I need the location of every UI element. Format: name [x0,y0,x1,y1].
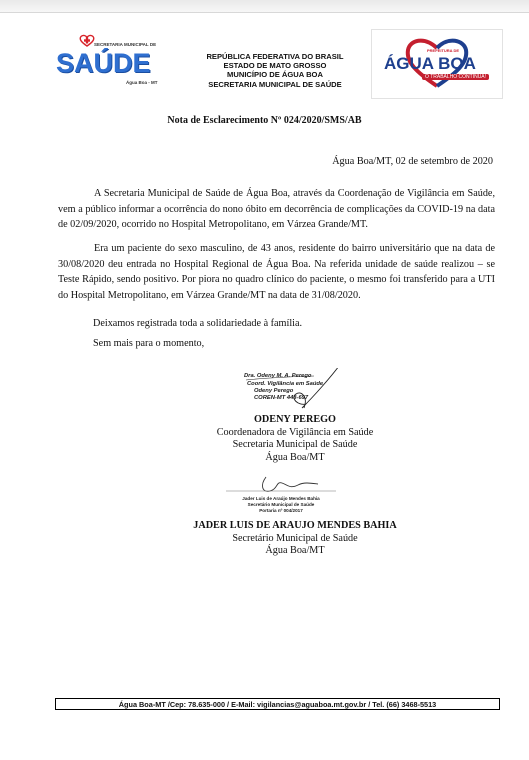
footer-contact: Água Boa-MT /Cep: 78.635-000 / E-Mail: vigilancias@aguaboa.mt.gov.br / Tel. (66) 3468-5513 [55,698,500,710]
agua-logo-prefeitura: PREFEITURA DE [427,48,460,53]
solidarity-line: Deixamos registrada toda a solidariedade à família. [93,318,303,329]
saude-logo-top: SECRETARIA MUNICIPAL DE [94,42,157,47]
signer-block-2 [170,520,420,558]
stamp-line: Coord. Vigilância em Saúde [247,381,324,387]
letterhead-line: REPÚBLICA FEDERATIVA DO BRASIL [206,52,344,61]
saude-logo-word: SAÚDE [56,48,151,78]
body-paragraph [58,241,495,303]
saude-logo-sub: Água Boa - MT [126,80,158,85]
paragraph-text: A Secretaria Municipal de Saúde de Água Boa, através da Coordenação de Vigilância em Saúde, vem a público informar a ocorrência do nono óbito em decorrência de complicações da COVID-19 na data de 02/09/2020, ocorrido no Hospital Metropolitano, em Várzea Grande/MT. [58,188,495,231]
stamp-line: Portaria nº 004/2017 [259,508,303,513]
signer-name: JADER LUIS DE ARAUJO MENDES BAHIA [193,520,397,531]
viewer-top-bar [0,0,529,13]
letterhead-line: MUNICÍPIO DE ÁGUA BOA [227,70,323,80]
signer-city: Água Boa/MT [265,451,325,463]
signer-role: Coordenadora de Vigilância em Saúde [216,426,374,438]
body-paragraph [58,186,495,233]
signer-name: ODENY PEREGO [254,414,336,425]
heart-cross-icon [79,34,95,47]
signer-role: Secretário Municipal de Saúde [232,532,358,544]
agua-boa-logo [371,29,503,99]
letterhead [160,52,390,89]
signature-stamp-2 [218,473,344,517]
stamp-line: Secretário Municipal de Saúde [247,502,315,507]
letterhead-line: ESTADO DE MATO GROSSO [223,61,327,71]
paragraph-text: Era um paciente do sexo masculino, de 43 anos, residente do bairro universitário que na data de 30/08/2020 deu entrada no Hospital Regional de Água Boa. Na referida unidade de saúde realizou – se Teste Rápido, sendo positivo. Por piora no quadro clínico do paciente, o mesmo foi transferido para a UTI do Hospital Metropolitano, em Várzea Grande/MT na data de 31/08/2020. [58,243,495,301]
stamp-line: Odeny Perego [254,388,294,394]
signer-block-1 [170,414,420,464]
stamp-line: Dra. Odeny M. A. Perego [244,373,312,379]
signature-stamp-1 [244,368,344,413]
document-date: Água Boa/MT, 02 de setembro de 2020 [332,156,493,167]
signer-city: Água Boa/MT [265,545,325,557]
document-title: Nota de Esclarecimento Nº 024/2020/SMS/AB [167,115,362,126]
stamp-line: Jader Luis de Araújo Mendes Bahia [242,496,320,501]
stamp-line: COREN-MT 448-697 [254,395,309,401]
saude-logo [54,34,160,90]
agua-logo-word: ÁGUA BOA [384,54,476,73]
letterhead-line: SECRETARIA MUNICIPAL DE SAÚDE [208,79,342,89]
handwritten-signature [218,473,344,497]
closing-line: Sem mais para o momento, [93,338,205,349]
signer-org: Secretaria Municipal de Saúde [232,439,358,451]
agua-logo-slogan: O TRABALHO CONTINUA! [422,74,489,80]
